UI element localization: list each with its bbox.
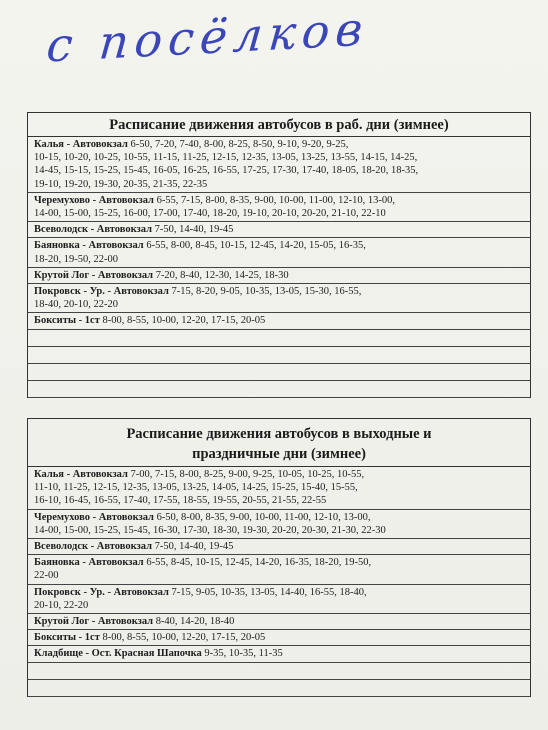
route-times-line xyxy=(34,647,526,660)
blank-row xyxy=(28,330,530,347)
route-destination: Автовокзал xyxy=(72,139,128,150)
departure-times: 7-50, 14-40, 19-45 xyxy=(154,541,234,553)
route-origin: Кладбище xyxy=(34,648,83,660)
route-separator: - xyxy=(63,469,73,480)
route-destination: Автовокзал xyxy=(97,616,154,628)
departure-times: 10-15, 10-20, 10-25, 10-55, 11-15, 11-25, 12-15, 12-35, 13-05, 13-25, 13-55, 14-15, 14-25, xyxy=(34,152,418,164)
route-origin: Покровск xyxy=(34,286,81,298)
departure-times: 6-50, 8-00, 8-35, 9-00, 10-00, 11-00, 12-10, 13-00, xyxy=(156,511,371,523)
route-separator: - xyxy=(80,586,90,598)
blank-row xyxy=(28,663,530,680)
weekend-routes xyxy=(28,467,530,663)
route-origin: Черемухово xyxy=(34,511,90,523)
route-row xyxy=(28,510,530,539)
route-times-line xyxy=(34,223,526,236)
departure-times: 7-15, 8-20, 9-05, 10-35, 13-05, 15-30, 16-55, xyxy=(171,286,362,298)
route-row xyxy=(28,555,530,584)
departure-times: 6-55, 8-45, 10-15, 12-45, 14-20, 16-35, 18-20, 19-50, xyxy=(146,557,372,569)
route-origin: Калья xyxy=(34,139,64,150)
departure-times: 7-15, 9-05, 10-35, 13-05, 14-40, 16-55, 18-40, xyxy=(171,586,367,598)
departure-times: 8-00, 8-55, 10-00, 12-20, 17-15, 20-05 xyxy=(102,632,266,644)
blank-row xyxy=(28,347,530,364)
route-row xyxy=(28,614,530,630)
route-origin: Покровск xyxy=(34,586,81,598)
route-destination: Автовокзал xyxy=(88,557,144,569)
departure-times: 19-10, 19-20, 19-30, 20-35, 21-35, 22-35 xyxy=(34,178,208,190)
handwritten-note: с посёлков xyxy=(44,1,371,73)
route-times-line xyxy=(34,631,526,644)
departure-times: 6-55, 7-15, 8-00, 8-35, 9-00, 10-00, 11-00, 12-10, 13-00, xyxy=(156,194,396,206)
route-destination: Автовокзал xyxy=(72,469,128,480)
route-destination: Автовокзал xyxy=(98,511,154,523)
route-destination: Автовокзал xyxy=(96,224,152,236)
departure-times: 8-00, 8-55, 10-00, 12-20, 17-15, 20-05 xyxy=(102,315,266,327)
route-row xyxy=(28,585,530,614)
weekday-schedule-title: Расписание движения автобусов в раб. дни (зимнее) xyxy=(28,113,530,137)
departure-times: 14-00, 15-00, 15-25, 15-45, 16-30, 17-30, 18-30, 19-30, 20-20, 20-30, 21-30, 22-30 xyxy=(34,524,386,536)
route-destination: 1ст xyxy=(84,632,100,644)
route-row xyxy=(28,193,530,222)
route-destination: Ур. - Автовокзал xyxy=(89,286,169,298)
departure-times: 11-10, 11-25, 12-15, 12-35, 13-05, 13-25, 14-05, 14-25, 15-25, 15-40, 15-55, xyxy=(34,482,358,494)
route-origin: Бокситы xyxy=(34,632,77,644)
departure-times: 6-55, 8-00, 8-45, 10-15, 12-45, 14-20, 15-05, 16-35, xyxy=(146,240,366,252)
route-times-line xyxy=(34,615,526,628)
route-origin: Бокситы xyxy=(34,315,77,327)
weekend-title-line1: Расписание движения автобусов в выходные и xyxy=(126,426,432,442)
route-separator: - xyxy=(76,315,85,327)
departure-times: 9-35, 10-35, 11-35 xyxy=(204,648,283,660)
departure-times: 16-10, 16-45, 16-55, 17-40, 17-55, 18-55, 19-55, 20-55, 21-55, 22-55 xyxy=(34,495,327,507)
route-times-line xyxy=(34,138,526,151)
route-destination: Ост. Красная Шапочка xyxy=(91,648,202,660)
blank-row xyxy=(28,680,530,697)
route-destination: Автовокзал xyxy=(96,541,152,553)
route-row xyxy=(28,630,530,646)
route-times-line xyxy=(34,314,526,327)
route-separator: - xyxy=(76,632,85,644)
route-times-line xyxy=(34,569,526,582)
route-times-line xyxy=(34,194,526,207)
route-row xyxy=(28,284,530,313)
route-row xyxy=(28,137,530,193)
route-row xyxy=(28,539,530,555)
departure-times: 18-40, 20-10, 22-20 xyxy=(34,299,118,311)
departure-times: 18-20, 19-50, 22-00 xyxy=(34,253,118,265)
route-origin: Крутой Лог xyxy=(34,269,90,281)
route-destination: Автовокзал xyxy=(98,194,154,206)
route-origin: Крутой Лог xyxy=(34,616,90,628)
route-times-line xyxy=(34,207,526,220)
route-row xyxy=(28,646,530,662)
route-origin: Калья xyxy=(34,469,64,480)
departure-times: 8-40, 14-20, 18-40 xyxy=(155,616,235,628)
route-separator: - xyxy=(88,224,97,236)
route-separator: - xyxy=(88,541,97,553)
departure-times: 20-10, 22-20 xyxy=(34,599,89,611)
route-times-line xyxy=(34,253,526,266)
departure-times: 14-00, 15-00, 15-25, 16-00, 17-00, 17-40, 18-20, 19-10, 20-10, 20-20, 21-10, 22-10 xyxy=(34,208,386,220)
route-times-line xyxy=(34,586,526,599)
route-separator: - xyxy=(89,511,99,523)
departure-times: 6-50, 7-20, 7-40, 8-00, 8-25, 8-50, 9-10, 9-20, 9-25, xyxy=(130,139,349,150)
route-origin: Всеволодск xyxy=(34,224,89,236)
weekday-schedule-table xyxy=(27,112,531,398)
route-destination: 1ст xyxy=(84,315,100,327)
route-times-line xyxy=(34,494,526,507)
route-times-line xyxy=(34,556,526,569)
route-times-line xyxy=(34,540,526,553)
route-times-line xyxy=(34,151,526,164)
route-origin: Всеволодск xyxy=(34,541,89,553)
route-row xyxy=(28,467,530,510)
route-times-line xyxy=(34,239,526,252)
route-times-line xyxy=(34,298,526,311)
route-separator: - xyxy=(79,240,89,252)
route-destination: Автовокзал xyxy=(97,269,154,281)
route-origin: Баяновка xyxy=(34,557,80,569)
blank-row xyxy=(28,381,530,398)
route-row xyxy=(28,222,530,238)
departure-times: 7-00, 7-15, 8-00, 8-25, 9-00, 9-25, 10-05, 10-25, 10-55, xyxy=(130,469,365,480)
route-times-line xyxy=(34,269,526,282)
route-origin: Черемухово xyxy=(34,194,90,206)
route-times-line xyxy=(34,468,526,481)
route-times-line xyxy=(34,178,526,191)
route-separator: - xyxy=(82,648,92,660)
route-separator: - xyxy=(80,286,90,298)
route-times-line xyxy=(34,599,526,612)
route-times-line xyxy=(34,164,526,177)
route-times-line xyxy=(34,481,526,494)
route-row xyxy=(28,268,530,284)
route-destination: Автовокзал xyxy=(88,240,144,252)
route-separator: - xyxy=(89,616,98,628)
departure-times: 7-20, 8-40, 12-30, 14-25, 18-30 xyxy=(155,269,289,281)
route-separator: - xyxy=(63,139,73,150)
blank-row xyxy=(28,364,530,381)
route-row xyxy=(28,238,530,267)
departure-times: 14-45, 15-15, 15-25, 15-45, 16-05, 16-25, 16-55, 17-25, 17-30, 17-40, 18-05, 18-20, 18-35, xyxy=(34,165,419,177)
route-times-line xyxy=(34,511,526,524)
departure-times: 22-00 xyxy=(34,570,59,582)
route-separator: - xyxy=(79,557,89,569)
weekend-schedule-title xyxy=(28,419,530,467)
route-destination: Ур. - Автовокзал xyxy=(89,586,169,598)
route-origin: Баяновка xyxy=(34,240,80,252)
route-separator: - xyxy=(89,194,99,206)
weekend-schedule-table xyxy=(27,418,531,697)
route-separator: - xyxy=(89,269,98,281)
departure-times: 7-50, 14-40, 19-45 xyxy=(154,224,234,236)
weekend-title-line2: праздничные дни (зимнее) xyxy=(192,446,366,462)
route-row xyxy=(28,313,530,329)
route-times-line xyxy=(34,524,526,537)
route-times-line xyxy=(34,285,526,298)
weekday-routes xyxy=(28,137,530,330)
